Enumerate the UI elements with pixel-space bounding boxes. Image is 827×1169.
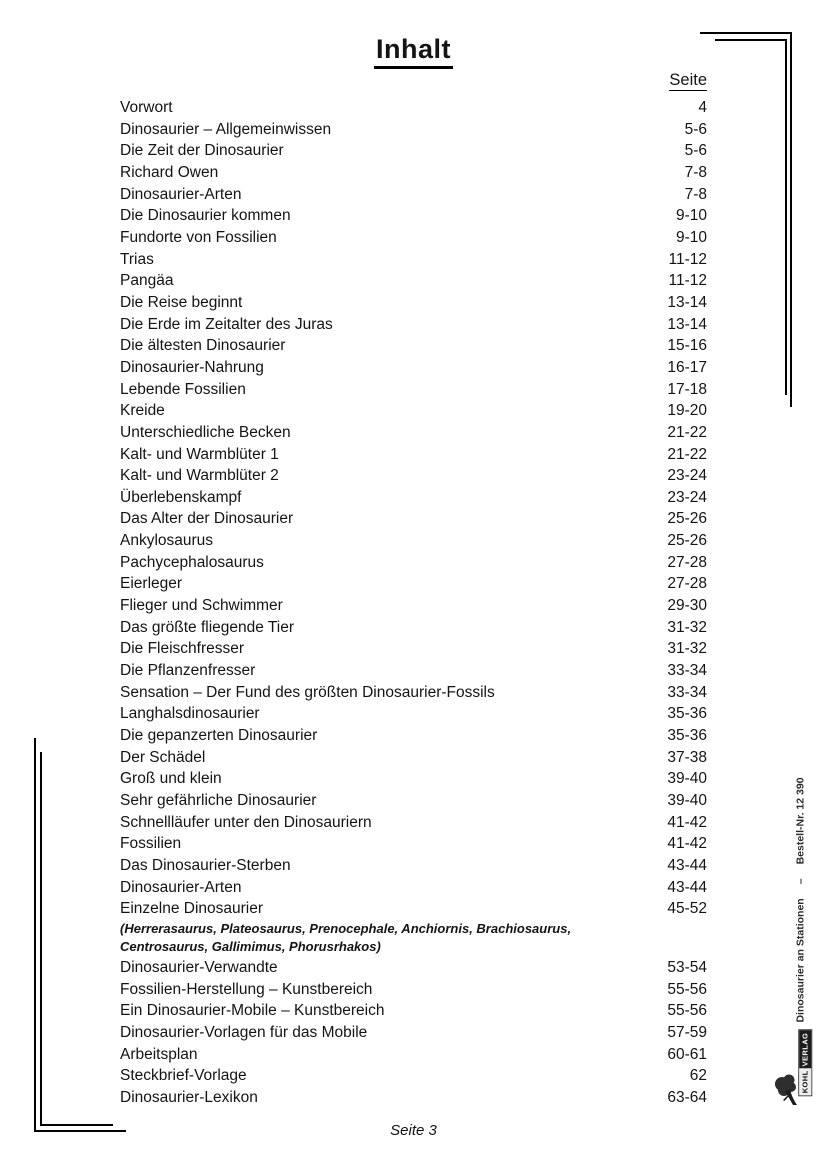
toc-entry-label: Kreide xyxy=(120,402,165,420)
toc-entry-label: Flieger und Schwimmer xyxy=(120,597,283,615)
toc-entry-label: Die Reise beginnt xyxy=(120,293,243,311)
publisher-logo-badge xyxy=(798,1030,812,1097)
toc-entry-pages: 31-32 xyxy=(667,640,707,658)
toc-entry-pages: 25-26 xyxy=(667,532,707,550)
page-title: Inhalt xyxy=(374,34,453,69)
corner-bracket-bottom-left-inner xyxy=(40,752,113,1126)
toc-entry-label: Groß und klein xyxy=(120,770,222,788)
toc-row xyxy=(120,552,707,574)
toc-entry-pages: 23-24 xyxy=(667,488,707,506)
toc-entry-pages: 4 xyxy=(698,99,707,116)
toc-row xyxy=(120,855,707,877)
toc-row xyxy=(120,790,707,812)
toc-entry-pages: 39-40 xyxy=(667,792,707,809)
toc-row xyxy=(120,335,707,357)
toc-entry-label: Steckbrief-Vorlage xyxy=(120,1067,247,1085)
toc-entry-label: Das Dinosaurier-Sterben xyxy=(120,856,291,874)
toc-entry-label: Eierleger xyxy=(120,575,183,593)
toc-entry-note-line: Centrosaurus, Gallimimus, Phorusrhakos) xyxy=(120,939,381,955)
toc-entry-label: Vorwort xyxy=(120,99,173,116)
page-title-wrap xyxy=(0,34,827,69)
toc-entry-pages: 45-52 xyxy=(667,900,707,918)
toc-entry-label: Ankylosaurus xyxy=(120,532,214,550)
toc-row xyxy=(120,638,707,660)
toc-entry-pages: 25-26 xyxy=(667,510,707,528)
toc-entry-pages: 5-6 xyxy=(684,142,707,160)
publisher-logo-word1: KOHL xyxy=(800,1070,810,1094)
toc-row xyxy=(120,400,707,422)
toc-row xyxy=(120,508,707,530)
toc-entry-label: Schnellläufer unter den Dinosauriern xyxy=(120,813,372,831)
toc-row xyxy=(120,97,707,119)
toc-entry-pages: 35-36 xyxy=(667,705,707,723)
toc-row xyxy=(120,1022,707,1044)
toc-entry-label: Die Zeit der Dinosaurier xyxy=(120,142,284,160)
sidebar-order-number: Bestell-Nr. 12 390 xyxy=(795,777,807,865)
toc-entry-pages: 9-10 xyxy=(675,207,707,225)
toc-entry-pages: 53-54 xyxy=(667,958,707,976)
toc-entry-label: Das Alter der Dinosaurier xyxy=(120,510,294,528)
toc-entry-pages: 21-22 xyxy=(667,423,707,441)
toc-entry-label: Richard Owen xyxy=(120,163,219,181)
toc-entry-label: Arbeitsplan xyxy=(120,1045,198,1063)
toc-entry-label: Lebende Fossilien xyxy=(120,380,246,398)
toc-entry-pages: 60-61 xyxy=(667,1045,707,1063)
toc-entry-pages: 15-16 xyxy=(667,337,707,355)
toc-entry-pages: 55-56 xyxy=(667,980,707,998)
toc-row xyxy=(120,162,707,184)
toc-entry-note-line: (Herrerasaurus, Plateosaurus, Prenocephale, Anchiornis, Brachiosaurus, xyxy=(120,920,572,936)
toc-entry-label: Die Pflanzenfresser xyxy=(120,662,256,680)
toc-entry-pages: 29-30 xyxy=(667,597,707,615)
page-number-column-header: Seite xyxy=(669,71,707,89)
toc-row xyxy=(120,898,707,920)
toc-row xyxy=(120,357,707,379)
toc-entry-pages: 16-17 xyxy=(667,358,707,376)
toc-row xyxy=(120,292,707,314)
footer-page-number: Seite 3 xyxy=(390,1122,437,1139)
toc-row xyxy=(120,444,707,466)
toc-entry-pages: 41-42 xyxy=(667,835,707,853)
toc-entry-label: Überlebenskampf xyxy=(120,488,242,506)
toc-entry-pages: 63-64 xyxy=(667,1088,707,1106)
toc-row xyxy=(120,530,707,552)
toc-entry-label: Die Erde im Zeitalter des Juras xyxy=(120,315,333,333)
toc-row xyxy=(120,833,707,855)
toc-row xyxy=(120,314,707,336)
toc-entry-pages: 43-44 xyxy=(667,878,707,896)
sidebar-series-title: Dinosaurier an Stationen xyxy=(795,898,807,1023)
toc-entry-label: Einzelne Dinosaurier xyxy=(120,900,264,918)
toc-row xyxy=(120,119,707,141)
toc-entry-label: Unterschiedliche Becken xyxy=(120,423,291,441)
toc-entry-pages: 21-22 xyxy=(667,445,707,463)
toc-entry-pages: 62 xyxy=(689,1067,707,1085)
toc-entry-label: Der Schädel xyxy=(120,748,206,766)
sidebar-separator: – xyxy=(795,878,807,885)
toc-row xyxy=(120,682,707,704)
toc-entry-pages: 9-10 xyxy=(675,228,707,246)
toc-entry-label: Dinosaurier – Allgemeinwissen xyxy=(120,120,332,138)
toc-row xyxy=(120,1087,707,1109)
toc-entry-pages: 33-34 xyxy=(667,683,707,701)
toc-row xyxy=(120,227,707,249)
toc-entry-pages: 57-59 xyxy=(667,1023,707,1041)
page-number-column-header-wrap xyxy=(0,71,707,91)
toc-entry-label: Sensation – Der Fund des größten Dinosaurier-Fossils xyxy=(120,683,495,701)
toc-entry-pages: 43-44 xyxy=(667,856,707,874)
toc-entry-label: Pachycephalosaurus xyxy=(120,553,264,571)
toc-row xyxy=(120,768,707,790)
toc-entry-pages: 55-56 xyxy=(667,1002,707,1020)
toc-entry-label: Fossilien-Herstellung – Kunstbereich xyxy=(120,980,373,998)
toc-row xyxy=(120,1044,707,1066)
toc-row xyxy=(120,184,707,206)
toc-row xyxy=(120,422,707,444)
toc-row xyxy=(120,487,707,509)
toc-row xyxy=(120,270,707,292)
toc-row xyxy=(120,703,707,725)
toc-row xyxy=(120,660,707,682)
toc-entry-label: Langhalsdinosaurier xyxy=(120,705,260,723)
toc-entry-label: Fossilien xyxy=(120,835,182,853)
toc-row xyxy=(120,595,707,617)
toc-row xyxy=(120,205,707,227)
toc-row xyxy=(120,1000,707,1022)
toc-entry-label: Ein Dinosaurier-Mobile – Kunstbereich xyxy=(120,1002,385,1020)
toc-entry-pages: 31-32 xyxy=(667,618,707,636)
toc-entry-pages: 17-18 xyxy=(667,380,707,398)
sidebar-vertical-text xyxy=(795,777,807,1022)
toc-entry-pages: 19-20 xyxy=(667,402,707,420)
toc-entry-pages: 35-36 xyxy=(667,727,707,745)
toc-entry-label: Sehr gefährliche Dinosaurier xyxy=(120,792,317,809)
toc-entry-pages: 11-12 xyxy=(668,250,707,268)
toc-entry-pages: 5-6 xyxy=(684,120,707,138)
toc-entry-label: Kalt- und Warmblüter 1 xyxy=(120,445,279,463)
toc-entry-pages: 7-8 xyxy=(684,163,707,181)
toc-entry-label: Dinosaurier-Arten xyxy=(120,185,242,203)
toc-row xyxy=(120,747,707,769)
toc-entry-pages: 11-12 xyxy=(668,272,707,290)
toc-row xyxy=(120,617,707,639)
toc-entry-label: Dinosaurier-Arten xyxy=(120,878,242,896)
toc-list xyxy=(120,97,707,1109)
toc-row xyxy=(120,979,707,1001)
toc-entry-label: Trias xyxy=(120,250,154,268)
toc-entry-pages: 27-28 xyxy=(667,553,707,571)
toc-row xyxy=(120,573,707,595)
toc-entry-label: Dinosaurier-Lexikon xyxy=(120,1088,258,1106)
toc-entry-pages: 39-40 xyxy=(667,770,707,788)
toc-row xyxy=(120,877,707,899)
toc-entry-label: Das größte fliegende Tier xyxy=(120,618,295,636)
corner-bracket-top-right-inner xyxy=(715,39,787,395)
toc-row xyxy=(120,1065,707,1087)
toc-entry-pages: 27-28 xyxy=(667,575,707,593)
toc-row xyxy=(120,249,707,271)
toc-row xyxy=(120,379,707,401)
toc-entry-label: Die ältesten Dinosaurier xyxy=(120,337,286,355)
toc-row xyxy=(120,465,707,487)
toc-row xyxy=(120,812,707,834)
toc-entry-label: Fundorte von Fossilien xyxy=(120,228,277,246)
toc-entry-pages: 33-34 xyxy=(667,662,707,680)
toc-entry-pages: 23-24 xyxy=(667,467,707,485)
toc-entry-label: Dinosaurier-Vorlagen für das Mobile xyxy=(120,1023,368,1041)
publisher-logo-word2: VERLAG xyxy=(800,1032,810,1067)
toc-row xyxy=(120,140,707,162)
toc-entry-label: Dinosaurier-Verwandte xyxy=(120,958,278,976)
toc-entry-pages: 41-42 xyxy=(667,813,707,831)
toc-entry-pages: 13-14 xyxy=(667,293,707,311)
toc-entry-pages: 7-8 xyxy=(684,185,707,203)
toc-row xyxy=(120,957,707,979)
toc-entry-label: Pangäa xyxy=(120,272,174,290)
toc-entry-label: Die Fleischfresser xyxy=(120,640,245,658)
toc-entry-pages: 37-38 xyxy=(667,748,707,766)
toc-entry-label: Dinosaurier-Nahrung xyxy=(120,358,264,376)
toc-row xyxy=(120,725,707,747)
toc-entry-pages: 13-14 xyxy=(667,315,707,333)
toc-entry-label: Die Dinosaurier kommen xyxy=(120,207,291,225)
toc-entry-label: Die gepanzerten Dinosaurier xyxy=(120,727,318,745)
toc-entry-label: Kalt- und Warmblüter 2 xyxy=(120,467,279,485)
